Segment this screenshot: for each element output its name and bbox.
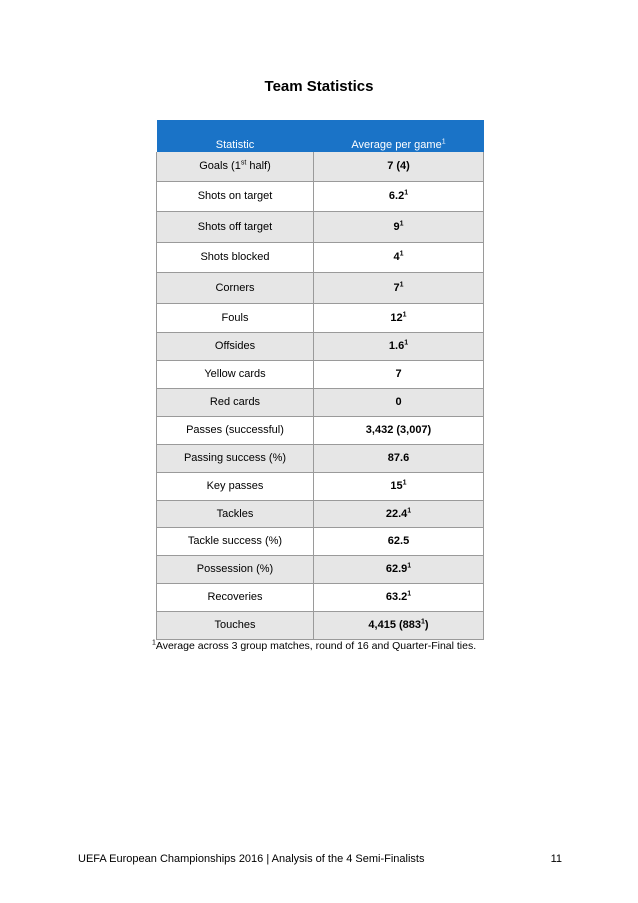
value-cell: [314, 500, 484, 527]
statistic-value: 15: [390, 480, 403, 492]
value-footnote-marker: 1: [402, 310, 407, 318]
statistic-value: 7: [393, 281, 400, 294]
footer-text: UEFA European Championships 2016 | Analysis of the 4 Semi-Finalists: [78, 853, 425, 865]
value-cell: [314, 272, 484, 303]
statistic-cell: [157, 242, 314, 272]
page-footer: [78, 853, 562, 865]
statistic-cell: [157, 303, 314, 332]
statistic-cell: [157, 500, 314, 527]
page-title: Team Statistics: [264, 78, 374, 95]
statistic-cell: [157, 527, 314, 555]
statistic-cell: [157, 272, 314, 303]
value-cell: [314, 181, 484, 211]
value-cell: [314, 416, 484, 444]
statistic-label: Passing success (%): [183, 452, 287, 464]
table-row: [157, 360, 484, 388]
page-number: 11: [550, 853, 562, 865]
statistic-value: 6.2: [388, 190, 405, 202]
statistic-cell: [157, 332, 314, 360]
statistic-value: 4: [393, 251, 400, 263]
value-footnote-marker: 1: [402, 479, 407, 487]
statistic-value: 63.2: [385, 591, 408, 603]
table-row: [157, 583, 484, 611]
statistic-cell: [157, 583, 314, 611]
statistic-label: Recoveries: [207, 591, 263, 603]
table-row: [157, 444, 484, 472]
statistic-label-suffix: half): [246, 160, 271, 173]
header-footnote-marker: 1: [441, 138, 446, 146]
table-row: [157, 303, 484, 332]
footnote-marker: 1: [152, 639, 156, 647]
table-row: [157, 211, 484, 242]
statistic-label: Fouls: [221, 311, 249, 324]
header-average-per-game: [314, 120, 484, 152]
table-row: [157, 242, 484, 272]
value-cell: [314, 303, 484, 332]
value-cell: [314, 472, 484, 500]
value-cell: [314, 444, 484, 472]
value-footnote-marker: 1: [407, 562, 412, 570]
statistic-value: 12: [390, 311, 403, 324]
value-cell: [314, 211, 484, 242]
statistic-value: 1.6: [388, 340, 405, 352]
value-footnote-marker: 1: [399, 280, 404, 288]
statistic-value: 22.4: [385, 507, 408, 520]
statistic-value: 7 (4): [387, 160, 410, 173]
value-footnote-marker: 1: [407, 590, 412, 598]
value-cell: [314, 583, 484, 611]
statistic-cell: [157, 611, 314, 639]
table-row: [157, 332, 484, 360]
statistic-cell: [157, 211, 314, 242]
footnote-text: Average across 3 group matches, round of 16 and Quarter-Final ties.: [155, 640, 477, 652]
statistic-label: Key passes: [206, 480, 264, 492]
statistic-label: Touches: [214, 619, 256, 631]
statistic-value: 9: [393, 220, 400, 233]
statistic-label: Tackles: [216, 507, 254, 520]
value-cell: [314, 152, 484, 181]
statistic-cell: [157, 555, 314, 583]
header-statistic: Statistic: [157, 120, 314, 152]
value-footnote-marker: 1: [399, 219, 404, 227]
value-cell: [314, 360, 484, 388]
statistic-label: Offsides: [214, 340, 256, 352]
statistic-label: Passes (successful): [186, 424, 284, 436]
value-cell: [314, 611, 484, 639]
statistic-label-superscript: st: [240, 159, 247, 167]
statistic-cell: [157, 181, 314, 211]
statistic-value: 62.5: [387, 535, 410, 547]
table-footnote: [152, 640, 476, 652]
table-row: [157, 555, 484, 583]
statistic-label: Shots on target: [197, 190, 273, 202]
value-cell: [314, 332, 484, 360]
table-row: [157, 500, 484, 527]
table-row: [157, 272, 484, 303]
value-cell: [314, 242, 484, 272]
table-row: [157, 472, 484, 500]
team-statistics-table: [156, 120, 484, 640]
statistic-label: Shots blocked: [200, 251, 270, 263]
value-cell: [314, 388, 484, 416]
statistic-value: 0: [395, 396, 402, 408]
value-footnote-marker: 1: [404, 339, 409, 347]
statistic-cell: [157, 472, 314, 500]
value-footnote-marker: 1: [404, 189, 409, 197]
statistic-cell: [157, 152, 314, 181]
statistic-label: Possession (%): [196, 563, 274, 575]
table-row: [157, 181, 484, 211]
table-row: [157, 416, 484, 444]
statistic-value-suffix: ): [424, 619, 429, 631]
table-row: [157, 388, 484, 416]
statistic-label: Shots off target: [197, 220, 273, 233]
value-cell: [314, 555, 484, 583]
statistic-label: Red cards: [209, 396, 261, 408]
header-average-label: Average per game: [351, 139, 442, 151]
table-row: [157, 611, 484, 639]
table-row: [157, 152, 484, 181]
statistic-label: Goals (1: [199, 160, 241, 173]
statistic-value: 62.9: [385, 563, 408, 575]
statistic-cell: [157, 360, 314, 388]
value-footnote-marker: 1: [421, 618, 425, 626]
value-footnote-marker: 1: [407, 506, 412, 514]
value-footnote-marker: 1: [399, 250, 404, 258]
statistic-value: 87.6: [387, 452, 410, 464]
statistic-value: 7: [395, 368, 402, 380]
statistic-cell: [157, 416, 314, 444]
statistic-cell: [157, 444, 314, 472]
table-row: [157, 527, 484, 555]
value-cell: [314, 527, 484, 555]
statistic-label: Yellow cards: [204, 368, 266, 380]
statistic-value: 4,415 (883: [368, 619, 422, 631]
statistic-cell: [157, 388, 314, 416]
statistic-label: Corners: [215, 281, 255, 294]
statistic-value: 3,432 (3,007): [365, 424, 432, 436]
table-header-row: [157, 120, 484, 152]
statistic-label: Tackle success (%): [187, 535, 283, 547]
